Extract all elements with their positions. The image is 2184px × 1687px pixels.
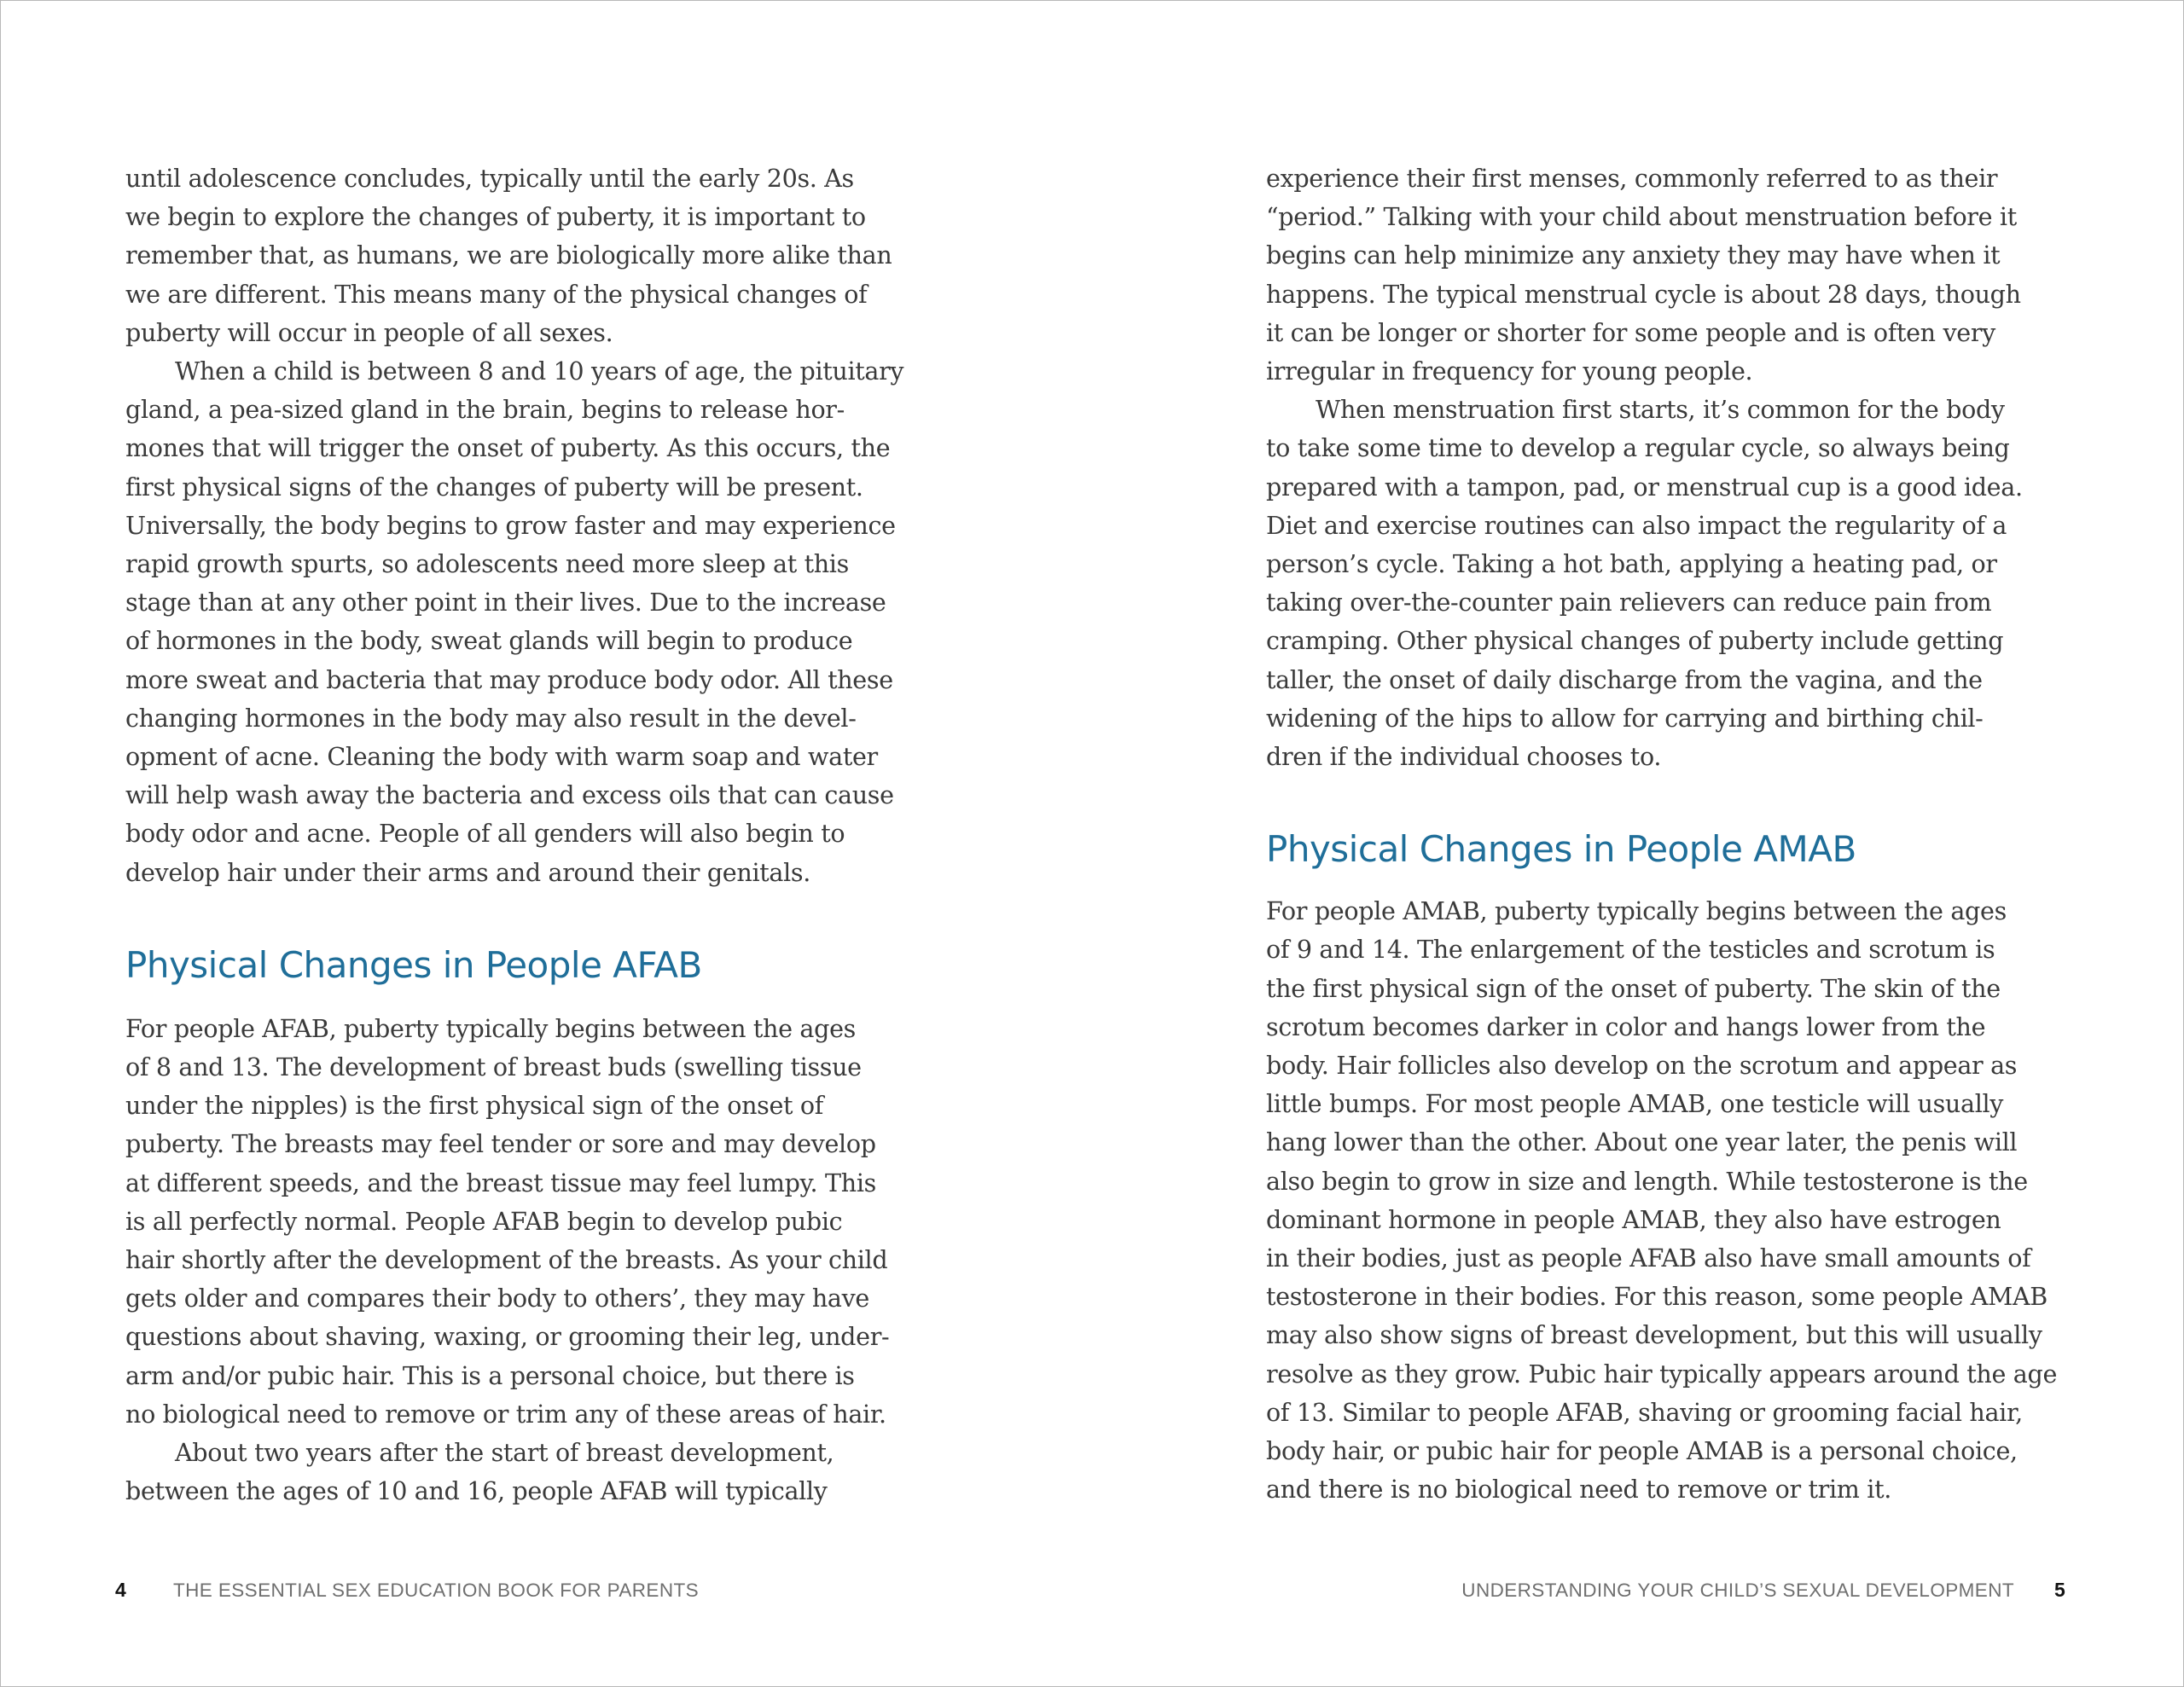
text-line: rapid growth spurts, so adolescents need more sleep at this xyxy=(125,549,849,579)
text-line: until adolescence concludes, typically until the early 20s. As xyxy=(125,164,854,193)
text-line: will help wash away the bacteria and excess oils that can cause xyxy=(125,780,894,810)
text-line: little bumps. For most people AMAB, one testicle will usually xyxy=(1266,1089,2004,1119)
text-line: no biological need to remove or trim any of these areas of hair. xyxy=(125,1399,886,1429)
text-line: testosterone in their bodies. For this reason, some people AMAB xyxy=(1266,1282,2048,1312)
body-paragraph xyxy=(125,1010,927,1434)
text-line: of 13. Similar to people AFAB, shaving or grooming facial hair, xyxy=(1266,1397,2023,1427)
text-line: under the nipples) is the first physical sign of the onset of xyxy=(125,1091,824,1121)
text-line: For people AFAB, puberty typically begins between the ages xyxy=(125,1013,856,1043)
text-line: first physical signs of the changes of puberty will be present. xyxy=(125,472,863,501)
body-paragraph xyxy=(125,1434,927,1510)
text-line: taking over-the-counter pain relievers can reduce pain from xyxy=(1266,588,1992,617)
text-line: About two years after the start of breast development, xyxy=(175,1438,834,1468)
text-line: Diet and exercise routines can also impact the regularity of a xyxy=(1266,510,2007,540)
text-line: dren if the individual chooses to. xyxy=(1266,742,1662,772)
text-line: body hair, or pubic hair for people AMAB is a personal choice, xyxy=(1266,1436,2018,1466)
left-page xyxy=(1,1,1092,1686)
text-line: arm and/or pubic hair. This is a personal choice, but there is xyxy=(125,1360,855,1390)
text-line: of 9 and 14. The enlargement of the testicles and scrotum is xyxy=(1266,935,1995,965)
text-line: puberty. The breasts may feel tender or sore and may develop xyxy=(125,1129,876,1159)
text-line: “period.” Talking with your child about menstruation before it xyxy=(1266,202,2017,232)
text-line: body. Hair follicles also develop on the scrotum and appear as xyxy=(1266,1051,2018,1081)
text-line: happens. The typical menstrual cycle is about 28 days, though xyxy=(1266,279,2021,309)
text-line: When menstruation first starts, it’s common for the body xyxy=(1316,395,2005,425)
text-line: changing hormones in the body may also result in the devel- xyxy=(125,703,857,733)
body-paragraph xyxy=(125,352,927,892)
text-line: gets older and compares their body to others’, they may have xyxy=(125,1284,869,1313)
right-text-column xyxy=(1266,159,2068,1510)
text-line: to take some time to develop a regular cycle, so always being xyxy=(1266,433,2010,463)
text-line: body odor and acne. People of all genders will also begin to xyxy=(125,819,845,849)
running-head-left: THE ESSENTIAL SEX EDUCATION BOOK FOR PARENTS xyxy=(173,1580,700,1601)
text-line: between the ages of 10 and 16, people AFAB will typically xyxy=(125,1476,828,1506)
text-line: and there is no biological need to remove or trim it. xyxy=(1266,1475,1891,1504)
text-line: we are different. This means many of the physical changes of xyxy=(125,279,868,309)
text-line: at different speeds, and the breast tissue may feel lumpy. This xyxy=(125,1168,876,1197)
text-line: also begin to grow in size and length. While testosterone is the xyxy=(1266,1166,2028,1196)
text-line: more sweat and bacteria that may produce body odor. All these xyxy=(125,664,893,694)
text-line: irregular in frequency for young people. xyxy=(1266,357,1753,386)
body-paragraph xyxy=(1266,391,2068,776)
body-paragraph xyxy=(1266,159,2068,391)
text-line: mones that will trigger the onset of puberty. As this occurs, the xyxy=(125,433,891,463)
text-line: dominant hormone in people AMAB, they also have estrogen xyxy=(1266,1204,2001,1234)
text-line: gland, a pea-sized gland in the brain, begins to release hor- xyxy=(125,395,845,425)
text-line: When a child is between 8 and 10 years of age, the pituitary xyxy=(175,357,904,386)
text-line: we begin to explore the changes of puberty, it is important to xyxy=(125,202,866,232)
text-line: hang lower than the other. About one year later, the penis will xyxy=(1266,1128,2018,1157)
text-line: experience their first menses, commonly referred to as their xyxy=(1266,164,1998,193)
text-line: is all perfectly normal. People AFAB begin to develop pubic xyxy=(125,1206,843,1236)
right-paragraphs-before xyxy=(1266,159,2068,776)
section-heading-amab: Physical Changes in People AMAB xyxy=(1266,828,1856,871)
text-line: in their bodies, just as people AFAB also have small amounts of xyxy=(1266,1244,2031,1273)
text-line: the first physical sign of the onset of puberty. The skin of the xyxy=(1266,973,2001,1003)
left-paragraphs-before xyxy=(125,159,927,892)
text-line: may also show signs of breast development, but this will usually xyxy=(1266,1320,2042,1350)
text-line: puberty will occur in people of all sexes. xyxy=(125,317,613,347)
right-page xyxy=(1092,1,2183,1686)
section-heading-afab: Physical Changes in People AFAB xyxy=(125,943,702,986)
text-line: resolve as they grow. Pubic hair typically appears around the age xyxy=(1266,1359,2058,1388)
body-paragraph xyxy=(1266,892,2068,1509)
page-number-left: 4 xyxy=(115,1579,126,1601)
text-line: opment of acne. Cleaning the body with warm soap and water xyxy=(125,742,878,772)
text-line: remember that, as humans, we are biologically more alike than xyxy=(125,241,892,270)
text-line: cramping. Other physical changes of puberty include getting xyxy=(1266,626,2004,656)
running-head-right: UNDERSTANDING YOUR CHILD’S SEXUAL DEVELOPMENT xyxy=(1461,1580,2014,1601)
left-text-column xyxy=(125,159,927,1511)
page-number-right: 5 xyxy=(2054,1579,2065,1601)
text-line: Universally, the body begins to grow faster and may experience xyxy=(125,510,896,540)
text-line: develop hair under their arms and around their genitals. xyxy=(125,857,810,887)
right-paragraphs-after xyxy=(1266,892,2068,1509)
text-line: questions about shaving, waxing, or grooming their leg, under- xyxy=(125,1322,890,1352)
text-line: begins can help minimize any anxiety they may have when it xyxy=(1266,241,2001,270)
text-line: hair shortly after the development of the breasts. As your child xyxy=(125,1245,888,1275)
text-line: widening of the hips to allow for carrying and birthing chil- xyxy=(1266,703,1984,733)
left-paragraphs-after xyxy=(125,1010,927,1511)
text-line: person’s cycle. Taking a hot bath, applying a heating pad, or xyxy=(1266,549,1997,579)
text-line: For people AMAB, puberty typically begins between the ages xyxy=(1266,896,2007,926)
text-line: it can be longer or shorter for some people and is often very xyxy=(1266,317,1995,347)
text-line: stage than at any other point in their lives. Due to the increase xyxy=(125,588,886,617)
text-line: prepared with a tampon, pad, or menstrual cup is a good idea. xyxy=(1266,472,2023,501)
text-line: scrotum becomes darker in color and hangs lower from the xyxy=(1266,1012,1986,1041)
text-line: taller, the onset of daily discharge from the vagina, and the xyxy=(1266,664,1983,694)
text-line: of 8 and 13. The development of breast buds (swelling tissue xyxy=(125,1052,862,1082)
text-line: of hormones in the body, sweat glands will begin to produce xyxy=(125,626,853,656)
body-paragraph xyxy=(125,159,927,352)
